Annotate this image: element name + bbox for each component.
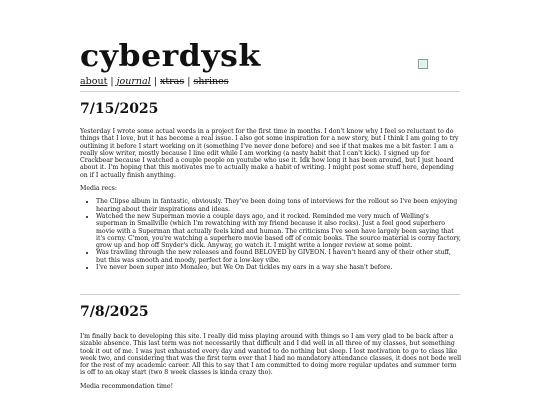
recs-list — [90, 198, 462, 271]
broken-image-icon — [418, 59, 428, 69]
post-divider — [80, 294, 460, 295]
recs-heading: Media recommendation time! — [80, 382, 174, 390]
nav-link-xtras[interactable]: xtras — [159, 76, 185, 87]
list-item: • I've never been super into Monaleo, but We On Dat tickles my ears in a way she hasn't before. — [96, 264, 462, 271]
list-item: • The Clipse album in fantastic, obviously. They've been doing tons of interviews for the rollout so I've been enjoying hearing about their inspirations and ideas. — [96, 198, 462, 213]
list-item: • Was trawling through the new releases and found BELOVED by GIVEON. I haven't heard any of their other stuff, but this was smooth and moody, perfect for a low-key vibe. — [96, 249, 462, 264]
header-divider — [80, 91, 460, 92]
nav-link-shrines[interactable]: shrines — [193, 76, 229, 87]
site-header — [80, 40, 460, 88]
nav-link-about[interactable]: about — [80, 76, 108, 87]
post-body — [80, 333, 462, 396]
recs-heading: Media recs: — [80, 185, 117, 193]
nav-link-journal[interactable]: journal — [116, 76, 151, 87]
post-paragraph: I'm finally back to developing this site. I really did miss playing around with things so I am very glad to be back after a sizable absence. This last term was not necessarily that difficult and I did well in all three of my classes, but something took it out of me. I was just exhausted every day and wanted to do nothing but sleep. I lost motivation to go to class like week two, and considering that was the first term ever that I had no mandatory attendance classes, it does not bode well for the rest of my academic career. All this to say that I am committed to doing more regular updates and summer term is off to an okay start (two 8 week classes is kinda crazy tho). — [80, 333, 462, 377]
post-date: 7/15/2025 — [80, 101, 159, 117]
post-paragraph: Yesterday I wrote some actual words in a project for the first time in months. I don't know why I feel so reluctant to do things that I love, but it has become a real issue. I also got some inspiration for a new story, but I think I am going to try outlining it before I start working on it (something I've never done before) and see if that makes me a bit faster. I am a really slow writer, mostly because I line edit while I am working (a nasty habit that I can't kick). I signed up for Crackbear because I watched a couple people on youtube who use it. Idk how long it has been around, but I just heard about it. I'm hoping that this motivates me to actually make a habit of writing. I might post some stuff here, depending on if I actually finish anything. — [80, 128, 459, 179]
nav-separator: | — [187, 76, 191, 87]
nav-separator: | — [153, 76, 157, 87]
post-date: 7/8/2025 — [80, 304, 149, 320]
site-title: cyberdysk — [80, 39, 261, 74]
list-item: • Watched the new Superman movie a couple days ago, and it rocked. Reminded me very much of Welling's superman in Smallville (which I'm rewatching with my friend because it also rocks). Just a feel good superhero movie with a Superman that actually feels kind and human. The criticisms I've seen have largely been saying that it's corny. C'mon, you're watching a superhero movie based off of comic books. The source material is corny factory, grow up and hop off Snyder's dick. Anyway, go watch it. I might write a longer review at some point. — [96, 213, 462, 249]
nav-separator: | — [110, 76, 114, 87]
site-nav — [80, 76, 460, 88]
post-body — [80, 128, 462, 271]
